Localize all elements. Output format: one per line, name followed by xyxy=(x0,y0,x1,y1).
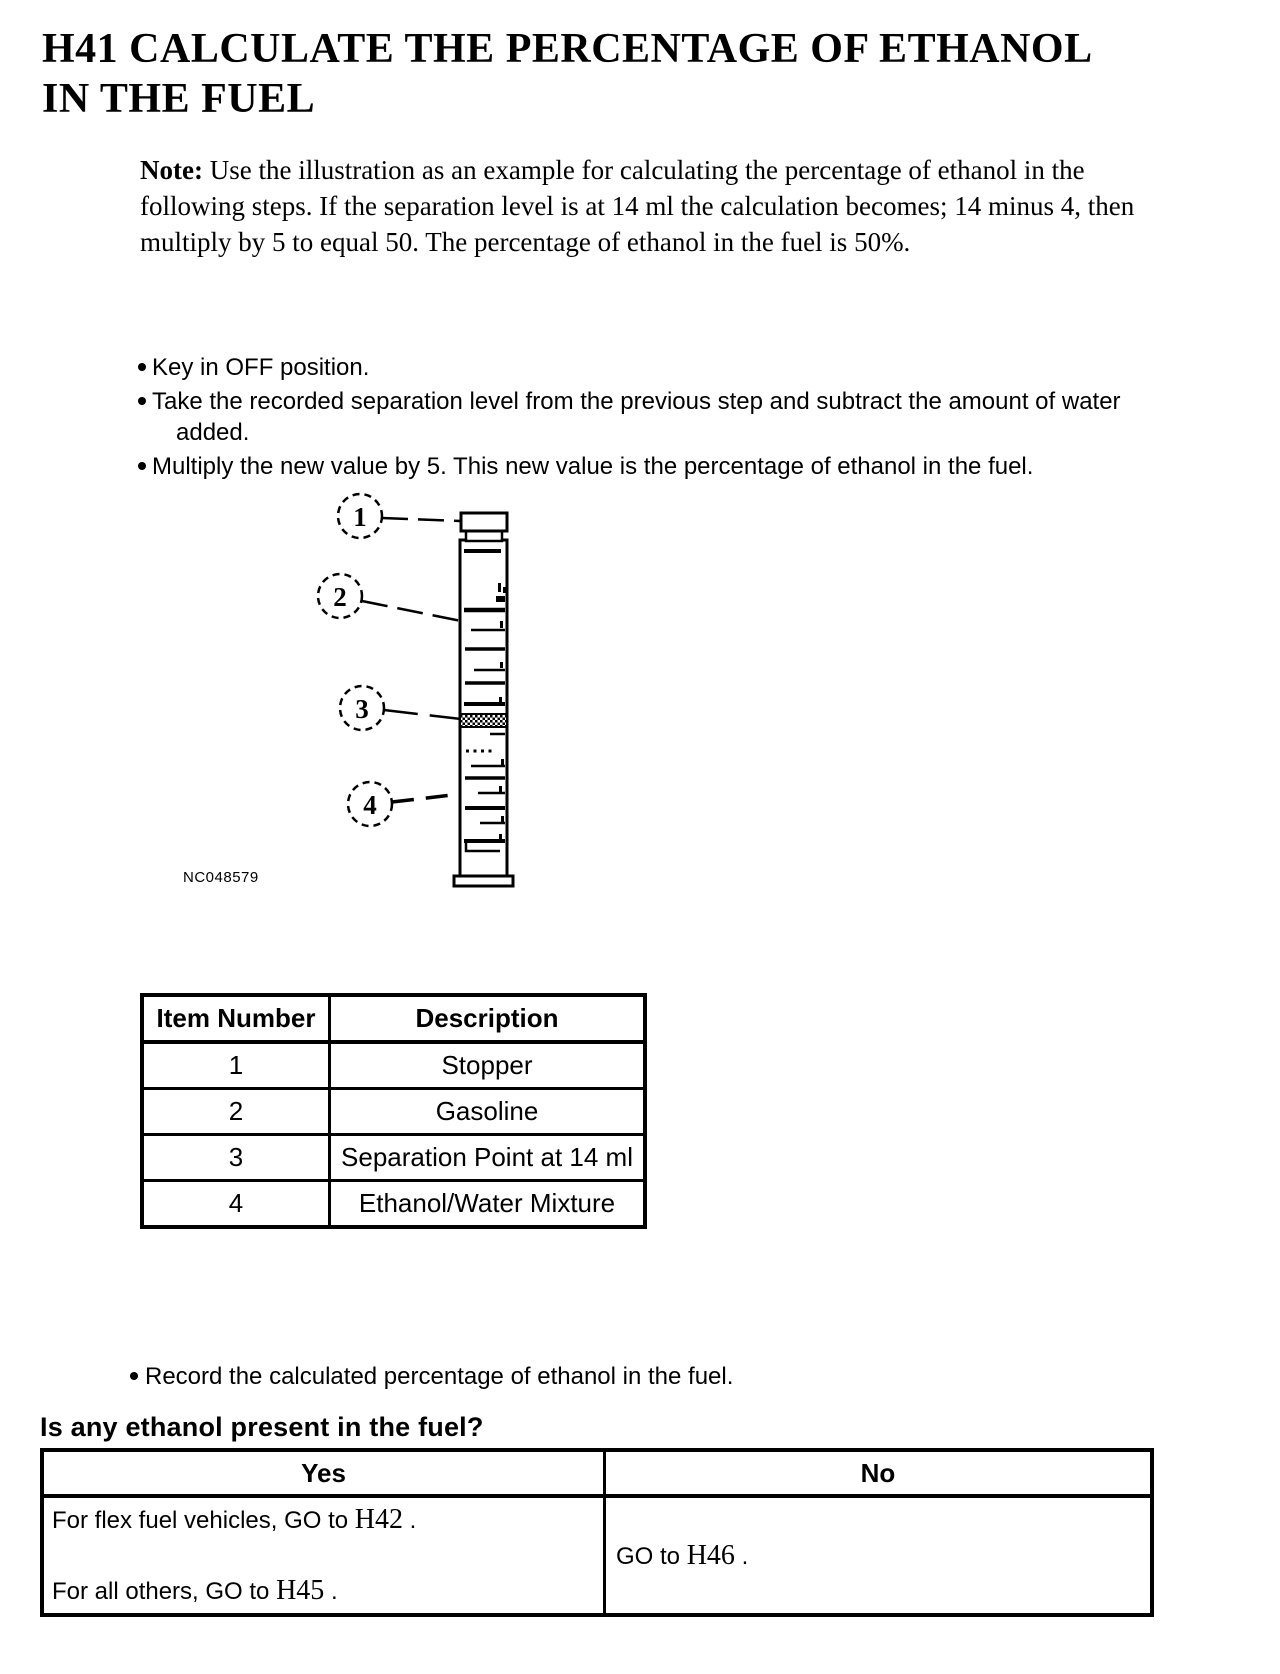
separation-band xyxy=(461,714,506,727)
callout-2-label: 2 xyxy=(333,582,347,612)
item-number-cell: 4 xyxy=(142,1181,330,1228)
callout-1-label: 1 xyxy=(353,502,367,532)
ref-link-h45[interactable]: H45 xyxy=(276,1575,325,1606)
no-header-cell: No xyxy=(605,1450,1153,1496)
stopper-cap xyxy=(461,513,507,531)
description-cell: Stopper xyxy=(330,1042,646,1089)
note-text: Use the illustration as an example for calculating the percentage of ethanol in the following steps. If the separation level is at 14 ml the calculation becomes; 14 minus 4, then multiply by 5 to equal 50. The percentage of ethanol in the fuel is 50%. xyxy=(140,155,1135,257)
item-table-header-row xyxy=(142,995,645,1042)
callout-4-label: 4 xyxy=(363,790,377,820)
yes-cell xyxy=(42,1496,605,1615)
table-row xyxy=(142,1135,645,1181)
no-cell xyxy=(605,1496,1153,1615)
decision-header-row xyxy=(42,1450,1152,1496)
yes-option-post: . xyxy=(403,1507,417,1534)
record-step-text: Record the calculated percentage of ethanol in the fuel. xyxy=(145,1363,734,1390)
step-text: Key in OFF position. xyxy=(152,354,370,381)
yes-option-all-others xyxy=(52,1575,593,1607)
step-item-2 xyxy=(138,386,1198,448)
cylinder-figure xyxy=(160,470,520,895)
no-option-post: . xyxy=(734,1542,749,1570)
description-cell: Ethanol/Water Mixture xyxy=(330,1181,646,1228)
decision-table xyxy=(40,1448,1154,1617)
no-option xyxy=(606,1540,1150,1572)
yes-option-post: . xyxy=(324,1578,338,1605)
bullet-icon xyxy=(138,363,146,371)
callout-3-label: 3 xyxy=(355,694,369,724)
table-row xyxy=(142,1042,645,1089)
decision-body-row xyxy=(42,1496,1152,1615)
step-text: Take the recorded separation level from the previous step and subtract the amount of water added. xyxy=(152,388,1121,446)
page-title: H41 CALCULATE THE PERCENTAGE OF ETHANOL IN THE FUEL xyxy=(42,26,1091,122)
table-row xyxy=(142,1089,645,1135)
ref-link-h42[interactable]: H42 xyxy=(354,1504,404,1535)
note-paragraph xyxy=(140,152,1160,260)
callouts xyxy=(318,494,392,826)
table-row xyxy=(142,1181,645,1228)
yes-header-cell: Yes xyxy=(42,1450,605,1496)
no-option-pre: GO to xyxy=(616,1542,687,1570)
item-number-cell: 3 xyxy=(142,1135,330,1181)
step-text: Multiply the new value by 5. This new value is the percentage of ethanol in the fuel. xyxy=(152,453,1034,480)
ref-link-h46[interactable]: H46 xyxy=(686,1539,735,1571)
description-header: Description xyxy=(330,995,646,1042)
figure-code: NC048579 xyxy=(183,869,259,886)
yes-option-flex-fuel xyxy=(52,1504,593,1536)
record-step-item xyxy=(130,1362,733,1392)
item-number-header: Item Number xyxy=(142,995,330,1042)
yes-option-pre: For flex fuel vehicles, GO to xyxy=(52,1507,355,1534)
description-cell: Gasoline xyxy=(330,1089,646,1135)
description-cell: Separation Point at 14 ml xyxy=(330,1135,646,1181)
bullet-icon xyxy=(130,1372,138,1380)
bullet-icon xyxy=(138,462,146,470)
item-number-cell: 2 xyxy=(142,1089,330,1135)
bullet-icon xyxy=(138,397,146,405)
step-list xyxy=(138,352,1198,485)
yes-option-pre: For all others, GO to xyxy=(52,1578,277,1605)
item-table xyxy=(140,993,647,1229)
decision-question: Is any ethanol present in the fuel? xyxy=(40,1412,484,1442)
step-item-1 xyxy=(138,352,1198,383)
item-number-cell: 1 xyxy=(142,1042,330,1089)
note-label: Note: xyxy=(140,155,203,185)
leader-lines xyxy=(362,518,461,802)
